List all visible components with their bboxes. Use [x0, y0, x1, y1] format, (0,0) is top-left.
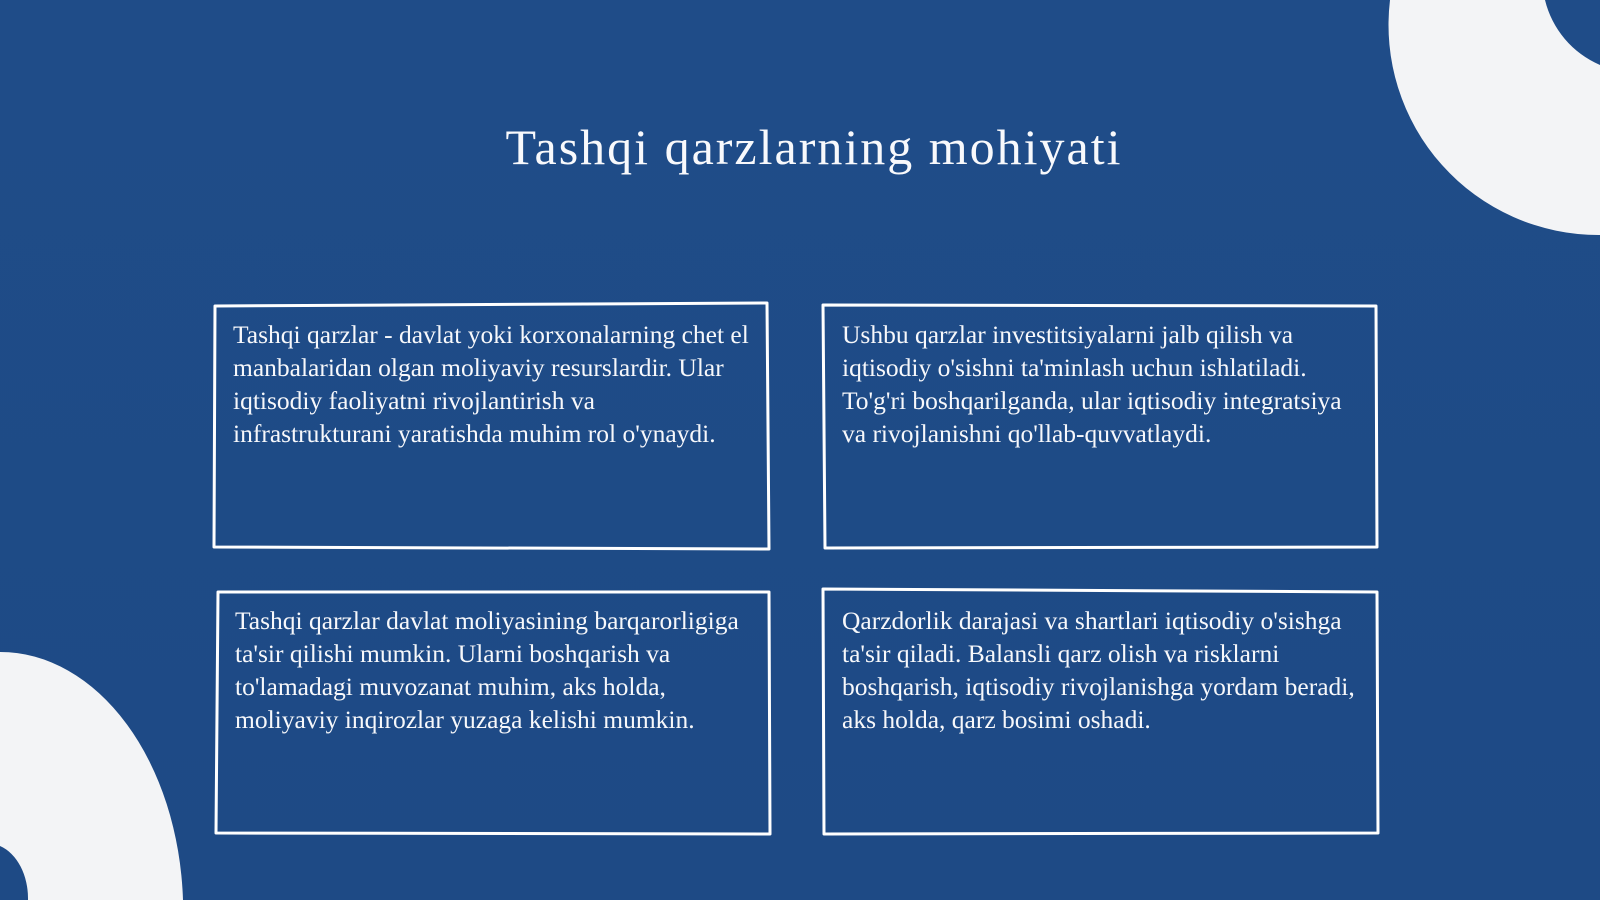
- card-3-text: Tashqi qarzlar davlat moliyasining barqarorligiga ta'sir qilishi mumkin. Ularni boshqarish va to'lamadagi muvozanat muhim, aks holda, moliyaviy inqirozlar yuzaga kelishi mumkin.: [235, 606, 739, 734]
- card-4-text: Qarzdorlik darajasi va shartlari iqtisodiy o'sishga ta'sir qiladi. Balansli qarz olish va risklarni boshqarish, iqtisodiy rivojlanishga yordam beradi, aks holda, qarz bosimi oshadi.: [842, 606, 1355, 734]
- info-card-3: [215, 590, 771, 836]
- top-right-arc: [1389, 0, 1600, 235]
- info-card-2: [822, 304, 1378, 550]
- card-2-text: Ushbu qarzlar investitsiyalarni jalb qilish va iqtisodiy o'sishni ta'minlash uchun ishlatiladi. To'g'ri boshqarilganda, ular iqtisodiy integratsiya va rivojlanishni qo'llab-quvvatlaydi.: [842, 320, 1342, 448]
- bottom-left-arc: [0, 652, 183, 900]
- slide-title: Tashqi qarzlarning mohiyati: [505, 119, 1123, 175]
- info-card-1: [213, 304, 769, 550]
- info-card-4: [822, 590, 1378, 836]
- card-1-text: Tashqi qarzlar - davlat yoki korxonalarning chet el manbalaridan olgan moliyaviy resurslardir. Ular iqtisodiy faoliyatni rivojlantirish va infrastrukturani yaratishda muhim rol o'ynaydi.: [233, 320, 749, 448]
